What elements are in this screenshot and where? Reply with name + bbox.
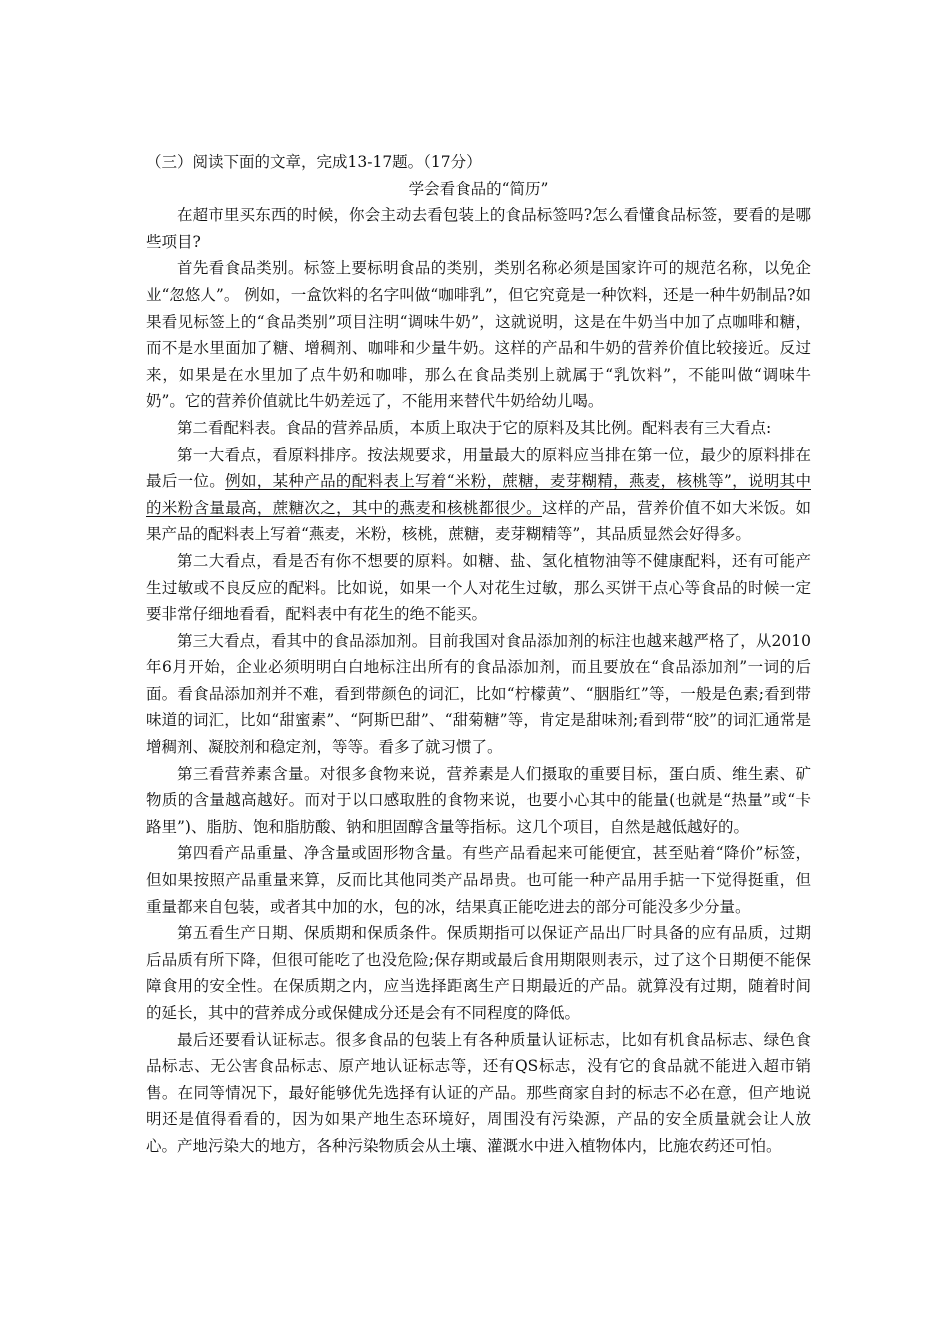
paragraph-text: 这样的产品，营养价值不如大米饭。如果产品的配料表上写着“燕麦，米粉，核桃，蔗糖，麦芽糊精等”，其品质显然会好得多。	[146, 498, 811, 544]
paragraph: 第三看营养素含量。对很多食物来说，营养素是人们摄取的重要目标，蛋白质、维生素、矿物质的含量越高越好。而对于以口感取胜的食物来说，也要小心其中的能量(也就是“热量”或“卡路里”)、脂肪、饱和脂肪酸、钠和胆固醇含量等指标。这几个项目，自然是越低越好的。	[146, 764, 811, 836]
paragraph: 第二大看点，看是否有你不想要的原料。如糖、盐、氢化植物油等不健康配料，还有可能产生过敏或不良反应的配料。比如说，如果一个人对花生过敏，那么买饼干点心等食品的时候一定要非常仔细地看看，配料表中有花生的绝不能买。	[146, 551, 811, 624]
paragraph: 第四看产品重量、净含量或固形物含量。有些产品看起来可能便宜，甚至贴着“降价”标签，但如果按照产品重量来算，反而比其他同类产品昂贵。也可能一种产品用手掂一下觉得挺重，但重量都来自包装，或者其中加的水，包的冰，结果真正能吃进去的部分可能没多少分量。	[146, 844, 811, 916]
paragraph: 在超市里买东西的时候，你会主动去看包装上的食品标签吗?怎么看懂食品标签，要看的是哪些项目?	[146, 206, 811, 251]
article	[146, 149, 811, 1160]
underlined-sentence: 例如，某种产品的配料表上写着“米粉，蔗糖，麦芽糊精，燕麦，核桃等”，说明其中的米粉含量最高，蔗糖次之，其中的燕麦和核桃都很少。	[146, 472, 811, 517]
paragraph: 第三大看点，看其中的食品添加剂。目前我国对食品添加剂的标注也越来越严格了，从2010年6月开始，企业必须明明白白地标注出所有的食品添加剂，而且要放在“食品添加剂”一词的后面。看食品添加剂并不难，看到带颜色的词汇，比如“柠檬黄”、“胭脂红”等，一般是色素;看到带味道的词汇，比如“甜蜜素”、“阿斯巴甜”、“甜菊糖”等，肯定是甜味剂;看到带“胶”的词汇通常是增稠剂、凝胶剂和稳定剂，等等。看多了就习惯了。	[146, 631, 811, 757]
paragraph: 第五看生产日期、保质期和保质条件。保质期指可以保证产品出厂时具备的应有品质，过期后品质有所下降，但很可能吃了也没危险;保存期或最后食用期限则表示，过了这个日期便不能保障食用的安全性。在保质期之内，应当选择距离生产日期最近的产品。就算没有过期，随着时间的延长，其中的营养成分或保健成分还是会有不同程度的降低。	[146, 924, 811, 1022]
paragraph: 最后还要看认证标志。很多食品的包装上有各种质量认证标志，比如有机食品标志、绿色食品标志、无公害食品标志、原产地认证标志等，还有QS标志，没有它的食品就不能进入超市销售。在同等情况下，最好能够优先选择有认证的产品。那些商家自封的标志不必在意，但产地说明还是值得看看的，因为如果产地生态环境好，周围没有污染源，产品的安全质量就会让人放心。产地污染大的地方，各种污染物质会从土壤、灌溉水中进入植物体内，比施农药还可怕。	[146, 1030, 811, 1155]
article-title: 学会看食品的“简历”	[408, 179, 549, 198]
paragraph-with-underline	[146, 442, 811, 548]
section-heading: （三）阅读下面的文章，完成13-17题。（17分）	[146, 153, 482, 171]
paragraph: 首先看食品类别。标签上要标明食品的类别，类别名称必须是国家许可的规范名称，以免企业“忽悠人”。 例如，一盒饮料的名字叫做“咖啡乳”，但它究竟是一种饮料，还是一种牛奶制品?如果看见标签上的“食品类别”项目注明“调味牛奶”，这就说明，这是在牛奶当中加了点咖啡和糖，而不是水里面加了糖、增稠剂、咖啡和少量牛奶。这样的产品和牛奶的营养价值比较接近。反过来，如果是在水里加了点牛奶和咖啡，那么在食品类别上就属于“乳饮料”，不能叫做“调味牛奶”。它的营养价值就比牛奶差远了，不能用来替代牛奶给幼儿喝。	[146, 259, 811, 411]
paragraph-text: 第一大看点，看原料排序。按法规要求，用量最大的原料应当排在第一位，最少的原料排在最后一位。	[146, 445, 811, 491]
paragraph: 第二看配料表。食品的营养品质，本质上取决于它的原料及其比例。配料表有三大看点:	[177, 418, 772, 437]
